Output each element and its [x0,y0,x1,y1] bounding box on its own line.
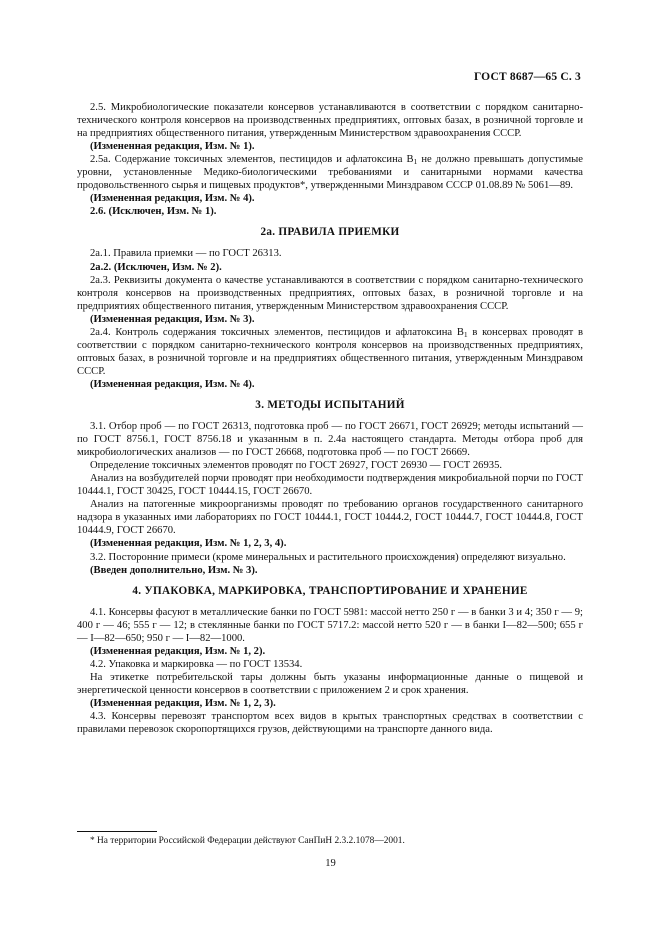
paragraph-4-2-label: На этикетке потребительской тары должны быть указаны информационные данные о пищевой и энергетической ценности консервов в соответствии с приложением 2 и срок хранения. [77,671,583,696]
page-number: 19 [325,858,336,869]
paragraph-2a-3: 2а.3. Реквизиты документа о качестве устанавливаются в соответствии с порядком санитарно-технического контроля консервов на производственных предприятиях, оптовых базах, в розничной торговле и на предприятиях общественного питания, утвержденным Министерством здравоохранения СССР. [77,274,583,312]
paragraph-2a-1: 2а.1. Правила приемки — по ГОСТ 26313. [90,248,282,260]
amendment-note: (Измененная редакция, Изм. № 4). [90,193,255,205]
amendment-note: (Измененная редакция, Изм. № 1). [90,141,255,153]
amendment-note: (Измененная редакция, Изм. № 4). [90,378,255,390]
paragraph-3-1-spoilage: Анализ на возбудителей порчи проводят при необходимости подтверждения микробиальной порчи по ГОСТ 10444.1, ГОСТ 30425, ГОСТ 10444.15, ГОСТ 26670. [77,473,583,498]
paragraph-2-5: 2.5. Микробиологические показатели консервов устанавливаются в соответствии с порядком санитарно-технического контроля консервов на производственных предприятиях, оптовых базах, в розничной торговле и на предприятиях общественного питания, утвержденным Министерством здравоохранения СССР. [77,102,583,140]
paragraph-2a-4: 2а.4. Контроль содержания токсичных элементов, пестицидов и афлатоксина $B_1$ в консервах проводят в соответствии с порядком санитарно-технического контроля консервов на производственных предприятиях, оптовых базах, в розничной торговле и на предприятиях общественного питания, утвержденным Минздравом СССР. [77,326,583,377]
amendment-note: (Измененная редакция, Изм. № 3). [90,313,255,325]
paragraph-2a-2: 2а.2. (Исключен, Изм. № 2). [90,261,222,273]
paragraph-4-1: 4.1. Консервы фасуют в металлические банки по ГОСТ 5981: массой нетто 250 г — в банки 3 и 4; 350 г — 9; 400 г — 46; 555 г — 12; в стеклянные банки по ГОСТ 5717.2: массой нетто 520 г — в банки I—82—500; 655 г — I—82—650; 950 г — I—82—1000. [77,606,583,644]
page-body [77,101,583,736]
page-header: ГОСТ 8687—65 С. 3 [473,71,581,83]
paragraph-3-1-toxic: Определение токсичных элементов проводят по ГОСТ 26927, ГОСТ 26930 — ГОСТ 26935. [90,460,503,472]
paragraph-2-6: 2.6. (Исключен, Изм. № 1). [90,206,217,218]
paragraph-3-1: 3.1. Отбор проб — по ГОСТ 26313, подготовка проб — по ГОСТ 26671, ГОСТ 26929; методы испытаний — по ГОСТ 8756.1, ГОСТ 8756.18 и указанным в п. 2.4а настоящего стандарта. Методы отбора проб для микробиологических анализов — по ГОСТ 26668, подготовка проб — по ГОСТ 26669. [77,421,583,459]
amendment-note: (Измененная редакция, Изм. № 1, 2, 3, 4). [90,538,287,550]
footnote-divider [77,831,157,832]
section-heading-2a: 2а. ПРАВИЛА ПРИЕМКИ [260,226,400,239]
paragraph-4-2: 4.2. Упаковка и маркировка — по ГОСТ 13534. [90,658,303,670]
paragraph-4-3: 4.3. Консервы перевозят транспортом всех видов в крытых транспортных средствах в соответствии с правилами перевозок скоропортящихся грузов, действующими на транспорте данного вида. [77,711,583,736]
paragraph-3-1-pathogens: Анализ на патогенные микроорганизмы проводят по требованию органов государственного санитарного надзора в указанных ими лабораториях по ГОСТ 10444.1, ГОСТ 10444.2, ГОСТ 10444.7, ГОСТ 10444.8, ГОСТ 10444.9, ГОСТ 26670. [77,499,583,537]
paragraph-3-2: 3.2. Посторонние примеси (кроме минеральных и растительного происхождения) определяют визуально. [90,551,566,563]
amendment-note: (Введен дополнительно, Изм. № 3). [90,564,258,576]
section-heading-4: 4. УПАКОВКА, МАРКИРОВКА, ТРАНСПОРТИРОВАНИЕ И ХРАНЕНИЕ [132,584,528,597]
section-heading-3: 3. МЕТОДЫ ИСПЫТАНИЙ [255,398,405,411]
footnote: * На территории Российской Федерации действуют СанПиН 2.3.2.1078—2001. [90,836,405,846]
amendment-note: (Измененная редакция, Изм. № 1, 2). [90,645,266,657]
amendment-note: (Измененная редакция, Изм. № 1, 2, 3). [90,697,276,709]
paragraph-2-5a: 2.5а. Содержание токсичных элементов, пестицидов и афлатоксина $B_1$ не должно превышать допустимые уровни, установленные Медико-биологическими требованиями и санитарными нормами качества продовольственного сырья и пищевых продуктов*, утвержденными Минздравом СССР 01.08.89 № 5061—89. [77,154,583,192]
